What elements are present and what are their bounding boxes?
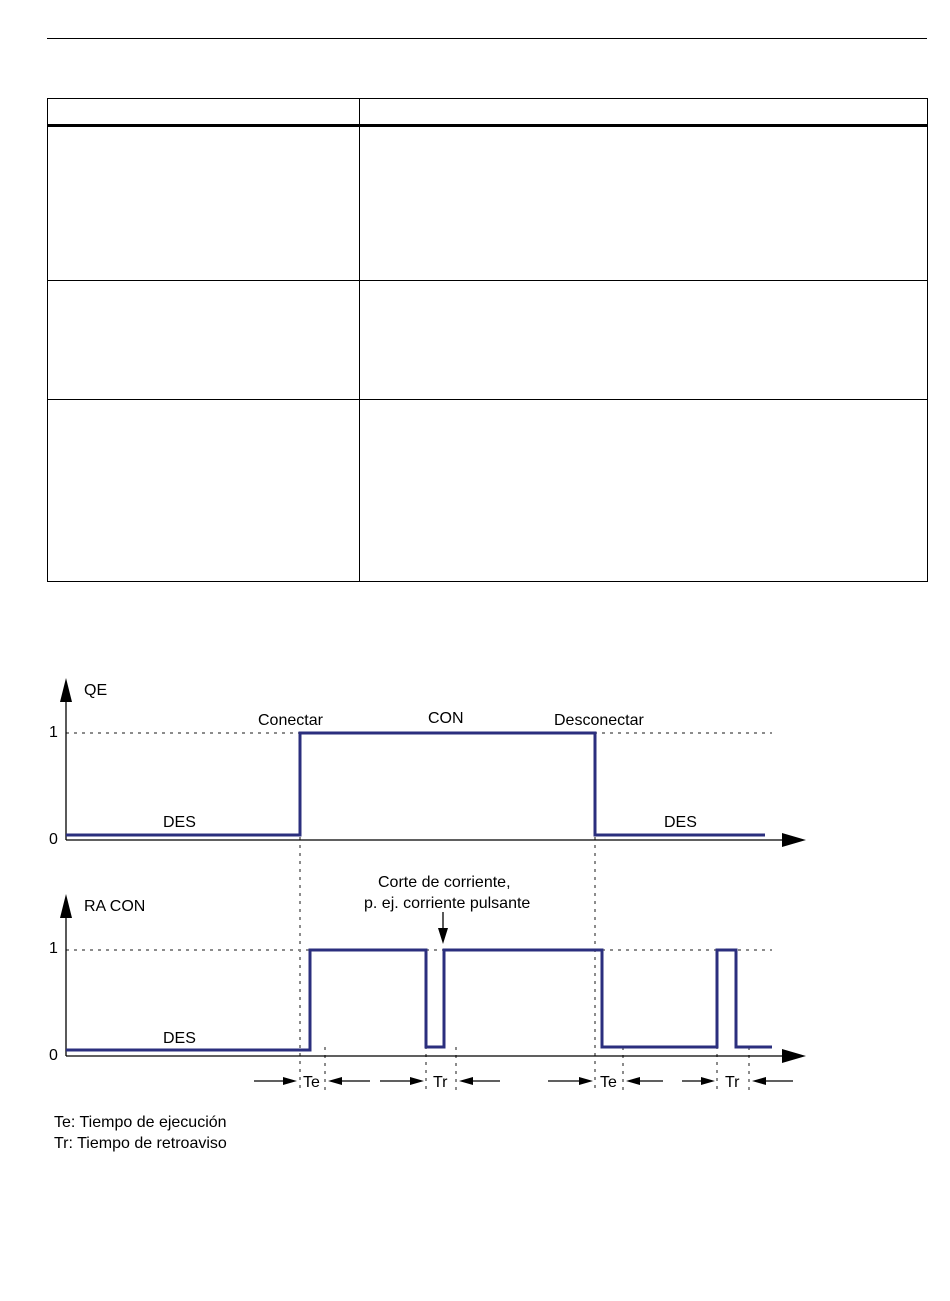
spec-table <box>47 98 928 582</box>
off-state-label: DES <box>163 814 196 831</box>
level-zero-label: 0 <box>49 1047 58 1064</box>
table-cell <box>360 126 928 281</box>
signal-label-ra-con: RA CON <box>84 898 146 915</box>
signals <box>66 733 772 1050</box>
switch-off-label: Desconectar <box>554 712 644 729</box>
table-header-cell <box>48 99 360 126</box>
level-one-label: 1 <box>49 940 58 957</box>
signal-label-qe: QE <box>84 682 108 699</box>
y-axis-bottom-arrow <box>60 894 72 918</box>
level-one-label: 1 <box>49 724 58 741</box>
te-interval-label: Te <box>303 1074 320 1091</box>
interruption-label-line2: p. ej. corriente pulsante <box>364 895 531 912</box>
tr-interval-label: Tr <box>725 1074 740 1091</box>
table-cell <box>48 126 360 281</box>
timing-diagram <box>0 640 950 1180</box>
table-row <box>48 126 928 281</box>
table-row <box>48 400 928 582</box>
tr-interval-label: Tr <box>433 1074 448 1091</box>
interval-markers <box>254 1077 793 1085</box>
table-cell <box>48 281 360 400</box>
top-rule <box>47 38 927 39</box>
level-zero-label: 0 <box>49 831 58 848</box>
off-state-label: DES <box>163 1030 196 1047</box>
x-axis-bottom-arrow <box>782 1049 806 1063</box>
y-axis-top-arrow <box>60 678 72 702</box>
axes <box>60 678 806 1063</box>
table-header-cell <box>360 99 928 126</box>
x-axis-top-arrow <box>782 833 806 847</box>
table-row <box>48 281 928 400</box>
te-interval-label: Te <box>600 1074 617 1091</box>
table-cell <box>48 400 360 582</box>
table-header-row <box>48 99 928 126</box>
legend-tr: Tr: Tiempo de retroaviso <box>54 1135 227 1152</box>
switch-on-label: Conectar <box>258 712 323 729</box>
interruption-arrow <box>438 912 448 944</box>
legend-te: Te: Tiempo de ejecución <box>54 1114 227 1131</box>
off-state-label: DES <box>664 814 697 831</box>
on-state-label: CON <box>428 710 464 727</box>
table-cell <box>360 281 928 400</box>
interruption-label-line1: Corte de corriente, <box>378 874 511 891</box>
table-cell <box>360 400 928 582</box>
